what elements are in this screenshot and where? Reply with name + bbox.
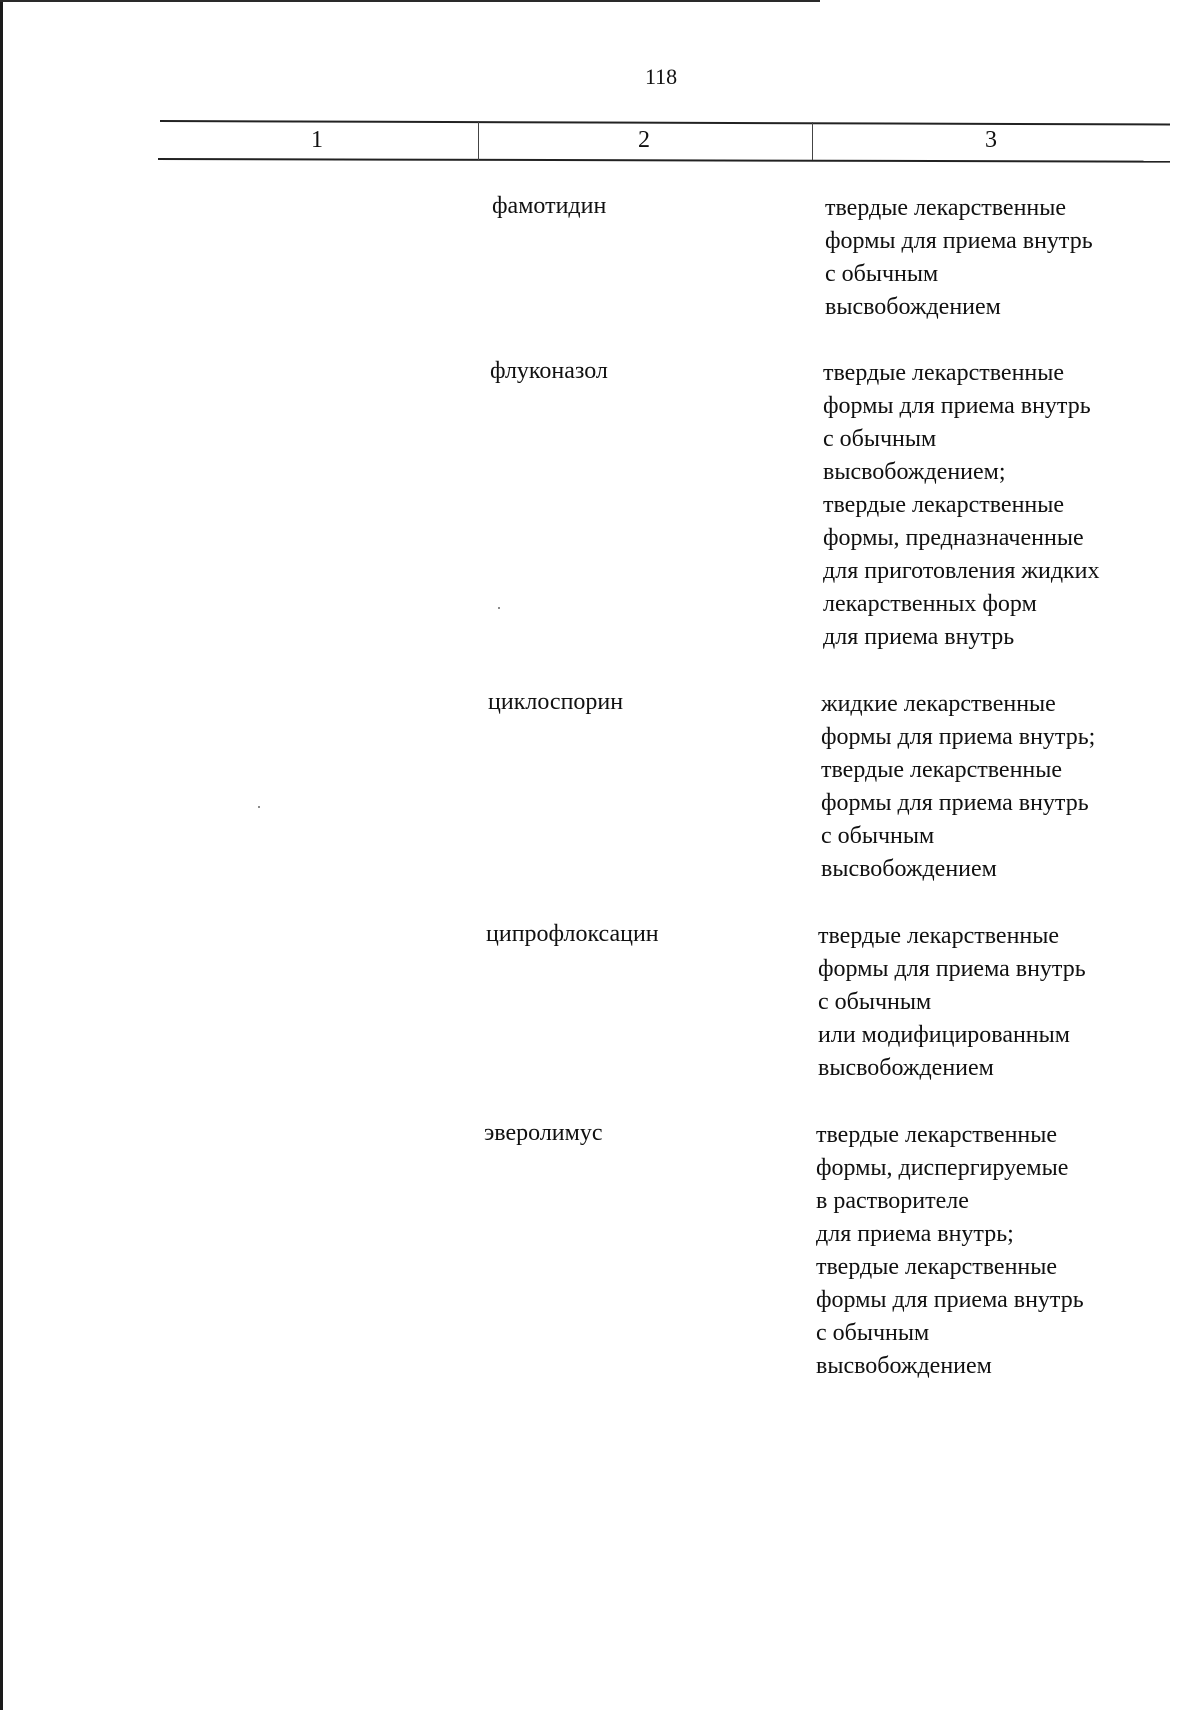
table-header-col-2: 2 (638, 127, 650, 153)
dosage-form-line: с обычным (816, 1320, 930, 1346)
dosage-form-line: высвобождением (818, 1055, 994, 1081)
dosage-form-line: формы, предназначенные (823, 525, 1084, 551)
dosage-form-line: твердые лекарственные (825, 195, 1067, 221)
dosage-form-line: твердые лекарственные (816, 1254, 1058, 1280)
dosage-form-line: высвобождением (816, 1353, 992, 1379)
table-header-col-1: 1 (311, 127, 323, 153)
table-header-bottom-rule (158, 158, 1170, 163)
drug-name: ципрофлоксацин (486, 921, 659, 947)
dosage-form-line: высвобождением (821, 856, 997, 882)
dosage-form-line: с обычным (818, 989, 932, 1015)
dosage-form-line: формы для приема внутрь (821, 790, 1089, 816)
dosage-form-line: твердые лекарственные (816, 1122, 1058, 1148)
drug-name: эверолимус (484, 1120, 603, 1146)
dosage-form-line: с обычным (823, 426, 937, 452)
dosage-form (818, 920, 1086, 1085)
scan-speck (258, 806, 260, 808)
table-header-top-rule (160, 120, 1170, 126)
scan-edge-top (0, 0, 820, 2)
scan-speck (498, 607, 500, 609)
table-header-divider-1 (478, 122, 479, 160)
dosage-form-line: в растворителе (816, 1188, 969, 1214)
dosage-form-line: твердые лекарственные (823, 360, 1065, 386)
dosage-form-line: твердые лекарственные (818, 923, 1060, 949)
dosage-form-line: высвобождением (825, 294, 1001, 320)
dosage-form-line: формы для приема внутрь (816, 1287, 1084, 1313)
dosage-form-line: или модифицированным (818, 1022, 1070, 1048)
drug-name: флуконазол (490, 358, 608, 384)
dosage-form-line: формы для приема внутрь; (821, 724, 1096, 750)
dosage-form-line: формы, диспергируемые (816, 1155, 1069, 1181)
table-header-col-3: 3 (985, 127, 997, 153)
scan-edge-left (0, 0, 3, 1710)
dosage-form-line: лекарственных форм (823, 591, 1037, 617)
dosage-form-line: твердые лекарственные (821, 757, 1063, 783)
dosage-form-line: с обычным (821, 823, 935, 849)
dosage-form (823, 357, 1100, 654)
dosage-form-line: формы для приема внутрь (825, 228, 1093, 254)
table-header-divider-2 (812, 122, 813, 160)
dosage-form-line: формы для приема внутрь (823, 393, 1091, 419)
dosage-form-line: с обычным (825, 261, 939, 287)
dosage-form (821, 688, 1095, 886)
dosage-form-line: твердые лекарственные (823, 492, 1065, 518)
dosage-form-line: формы для приема внутрь (818, 956, 1086, 982)
dosage-form-line: для приема внутрь; (816, 1221, 1014, 1247)
dosage-form-line: высвобождением; (823, 459, 1006, 485)
dosage-form-line: для приготовления жидких (823, 558, 1100, 584)
drug-name: фамотидин (492, 193, 607, 219)
dosage-form-line: для приема внутрь (823, 624, 1015, 650)
page-number: 118 (645, 64, 678, 89)
dosage-form (816, 1119, 1084, 1383)
dosage-form (825, 192, 1093, 324)
dosage-form-line: жидкие лекарственные (821, 691, 1056, 717)
drug-name: циклоспорин (488, 689, 624, 715)
